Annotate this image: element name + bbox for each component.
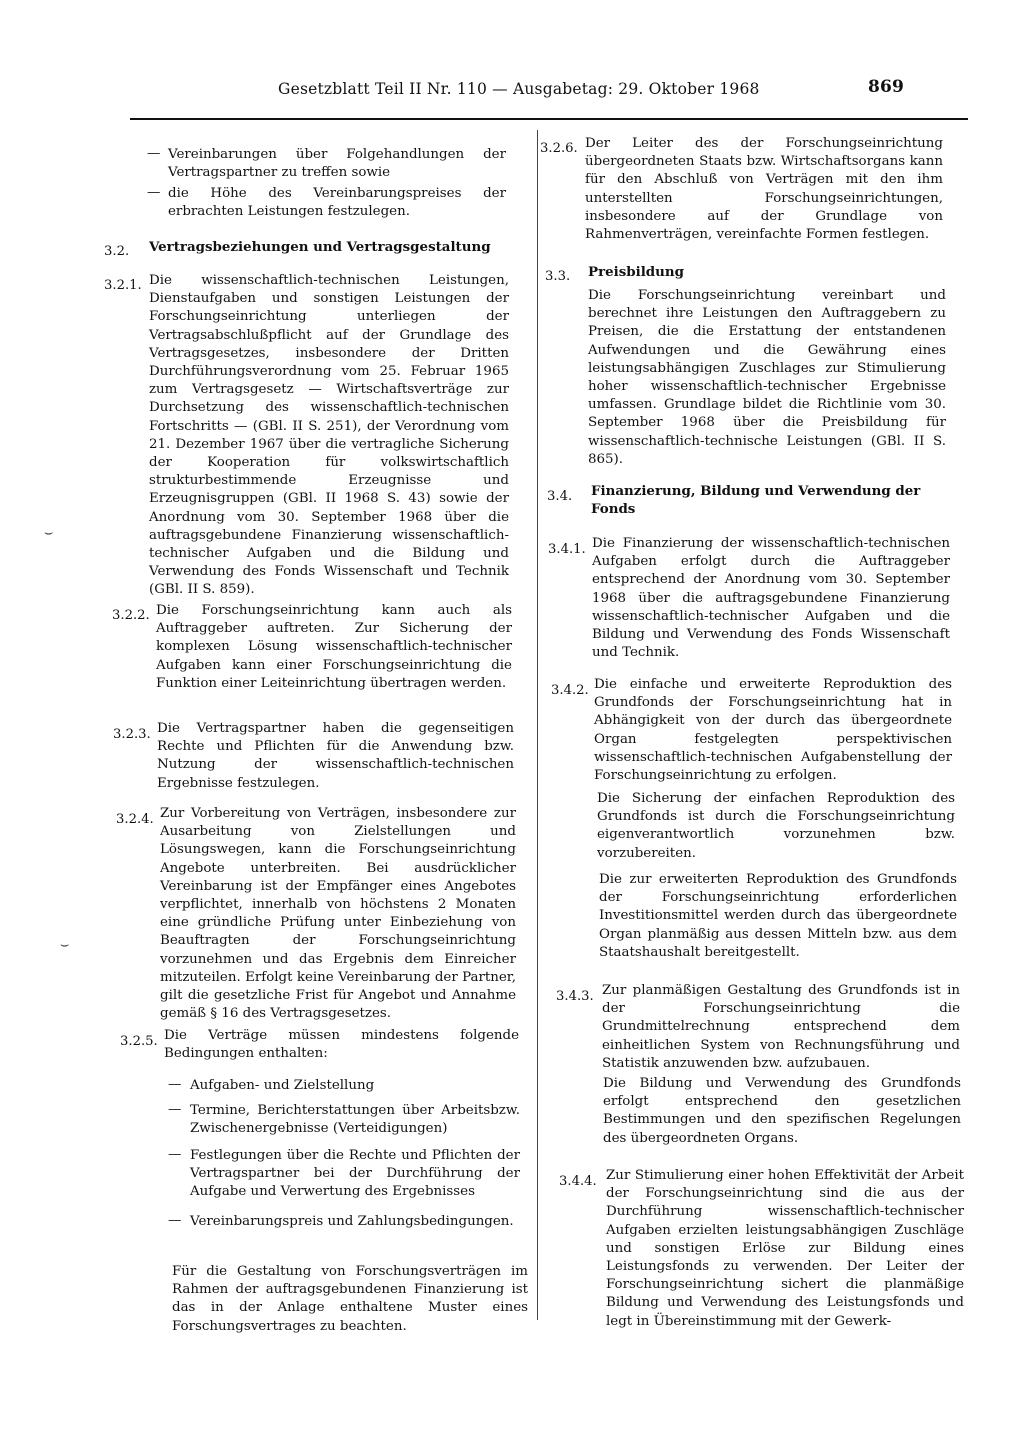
paragraph: Der Leiter des der Forschungseinrichtung übergeordneten Staats bzw. Wirtschaftsorgans kann für den Abschluß von Verträgen mit den ihm unterstellten Forschungseinrichtungen, insbesondere auf der Grundlage von Rahmenverträgen, vereinfachte Formen festlegen. — [585, 136, 943, 243]
paragraph: Für die Gestaltung von Forschungsverträgen im Rahmen der auftragsgebundenen Finanzierung ist das in der Anlage enthaltene Muster eines Forschungsvertrages zu beachten. — [172, 1264, 528, 1334]
margin-mark-icon: ⌣ — [60, 937, 70, 953]
condition-text: Festlegungen über die Rechte und Pflichten der Vertragspartner bei der Durchführung der Aufgabe und Verwertung des Ergebnisses — [190, 1148, 520, 1200]
section-3-4-2-p2 — [597, 790, 955, 863]
section-3-2-5-intro — [164, 1027, 519, 1063]
dash-icon: — — [168, 1077, 182, 1092]
section-number: 3.2.6. — [540, 141, 578, 156]
paragraph: Die Forschungseinrichtung kann auch als Auftraggeber auftreten. Zur Sicherung der komplexen Lösung wissenschaftlich-technischer Aufgaben kann einer Forschungseinrichtung die Funktion einer Leiteinrichtung übertragen werden. — [156, 603, 512, 691]
section-number: 3.2.4. — [116, 812, 154, 827]
dash-icon: — — [168, 1102, 182, 1117]
section-3-4-3-p2 — [603, 1075, 961, 1148]
paragraph: Die Sicherung der einfachen Reproduktion des Grundfonds ist durch die Forschungseinrichtung eigenverantwortlich vorzunehmen bzw. vorzubereiten. — [597, 791, 955, 861]
paragraph: Die Forschungseinrichtung vereinbart und berechnet ihre Leistungen den Auftraggebern zu Preisen, die die Erstattung der entstandenen Aufwendungen und die Gewährung eines leistungsabhängigen Zuschlages zur Stimulierung hoher wissenschaftlich-technischer Ergebnisse umfassen. Grundlage bildet die Richtlinie vom 30. September 1968 über die Preisbildung für wissenschaftlich-technische Leistungen (GBl. II S. 865). — [588, 288, 946, 467]
paragraph: Zur Vorbereitung von Verträgen, insbesondere zur Ausarbeitung von Zielstellungen und Lösungswegen, kann die Forschungseinrichtung Angebote unterbreiten. Bei ausdrücklicher Vereinbarung ist der Empfänger eines Angebotes verpflichtet, innerhalb von höchstens 2 Monaten eine gründliche Prüfung unter Einbeziehung von Beauftragten der Forschungseinrichtung vorzunehmen und das Ergebnis dem Einreicher mitzuteilen. Erfolgt keine Vereinbarung der Partner, gilt die gesetzliche Frist für Angebot und Annahme gemäß § 16 des Vertragsgesetzes. — [160, 806, 516, 1022]
section-number: 3.4.4. — [559, 1174, 597, 1189]
condition-item — [190, 1147, 520, 1202]
section-number: 3.4. — [547, 489, 573, 504]
condition-item — [190, 1102, 520, 1138]
section-number: 3.2.1. — [104, 278, 142, 293]
section-number: 3.2.2. — [112, 608, 150, 623]
section-3-4-4 — [606, 1167, 964, 1331]
section-number: 3.2.3. — [113, 727, 151, 742]
intro-item-2 — [168, 185, 506, 221]
condition-text: Aufgaben- und Zielstellung — [190, 1078, 375, 1093]
section-3-2-4 — [160, 805, 516, 1023]
column-divider — [537, 130, 538, 1320]
section-3-4-2 — [594, 676, 952, 785]
dash-icon: — — [147, 146, 161, 161]
paragraph: Die Finanzierung der wissenschaftlich-technischen Aufgaben erfolgt durch die Auftraggeber entsprechend der Anordnung vom 30. September 1968 über die auftragsgebundene Finanzierung wissenschaftlich-technischer Aufgaben und die Bildung und Verwendung des Fonds Wissenschaft und Technik. — [592, 536, 950, 661]
section-number: 3.3. — [545, 269, 571, 284]
paragraph: Die einfache und erweiterte Reproduktion des Grundfonds der Forschungseinrichtung hat in Abhängigkeit von der durch das übergeordnete Organ festgelegten perspektivischen wissenschaftlich-technischen Aufgabenstellung der Forschungseinrichtung zu erfolgen. — [594, 677, 952, 784]
paragraph: Die Vertragspartner haben die gegenseitigen Rechte und Pflichten für die Anwendung bzw. Nutzung der wissenschaftlich-technischen Ergebnisse festzulegen. — [157, 721, 514, 791]
section-3-2-6 — [585, 135, 943, 244]
dash-icon: — — [168, 1147, 182, 1162]
margin-mark-icon: ⌣ — [44, 525, 54, 541]
section-3-4-1 — [592, 535, 950, 662]
section-number: 3.4.3. — [556, 989, 594, 1004]
section-heading: Preisbildung — [588, 264, 685, 280]
paragraph: Zur Stimulierung einer hohen Effektivität der Arbeit der Forschungseinrichtung sind die aus der Durchführung wissenschaftlich-technischer Aufgaben erzielten leistungsabhängigen Zuschläge und sonstigen Erlöse zur Bildung eines Leistungsfonds zu verwenden. Der Leiter der Forschungseinrichtung sichert die planmäßige Bildung und Verwendung des Leistungsfonds und legt in Übereinstimmung mit der Gewerk- — [606, 1168, 964, 1329]
section-3-4-2-p3 — [599, 871, 957, 962]
section-number: 3.2.5. — [120, 1034, 158, 1049]
section-heading: Vertragsbeziehungen und Vertragsgestaltung — [149, 239, 491, 255]
paragraph: Die Verträge müssen mindestens folgende Bedingungen enthalten: — [164, 1028, 519, 1062]
section-3-2-5-closing — [172, 1263, 528, 1336]
paragraph: Die zur erweiterten Reproduktion des Grundfonds der Forschungseinrichtung erforderlichen Investitionsmittel werden durch das übergeordnete Organ planmäßig aus dessen Mitteln bzw. aus dem Staatshaushalt bereitgestellt. — [599, 872, 957, 960]
page-number: 869 — [868, 77, 905, 97]
dash-icon: — — [168, 1213, 182, 1228]
paragraph: Zur planmäßigen Gestaltung des Grundfonds ist in der Forschungseinrichtung die Grundmittelrechnung entsprechend dem einheitlichen System von Rechnungsführung und Statistik anzuwenden bzw. aufzubauen. — [602, 983, 960, 1071]
condition-text: Termine, Berichterstattungen über Arbeitsbzw. Zwischenergebnisse (Verteidigungen) — [190, 1103, 520, 1137]
section-number: 3.2. — [104, 244, 130, 259]
header-rule — [130, 118, 968, 120]
page-header — [278, 77, 978, 104]
section-number: 3.4.1. — [548, 542, 586, 557]
section-3-3 — [588, 287, 946, 469]
intro-item-text: Vereinbarungen über Folgehandlungen der Vertragspartner zu treffen sowie — [168, 147, 506, 181]
paragraph: Die Bildung und Verwendung des Grundfonds erfolgt entsprechend den gesetzlichen Bestimmungen und den spezifischen Regelungen des übergeordneten Organs. — [603, 1076, 961, 1146]
section-3-2-2 — [156, 602, 512, 693]
section-3-2-3 — [157, 720, 514, 793]
condition-item — [190, 1213, 520, 1231]
header-title: Gesetzblatt Teil II Nr. 110 — Ausgabetag: 29. Oktober 1968 — [278, 80, 760, 98]
section-number: 3.4.2. — [551, 683, 589, 698]
paragraph: Die wissenschaftlich-technischen Leistungen, Dienstaufgaben und sonstigen Leistungen der Forschungseinrichtung unterliegen der Vertragsabschlußpflicht auf der Grundlage des Vertragsgesetzes, insbesondere der Dritten Durchführungsverordnung vom 25. Februar 1965 zum Vertragsgesetz — Wirtschaftsverträge zur Durchsetzung des wissenschaftlich-technischen Fortschritts — (GBl. II S. 251), der Verordnung vom 21. Dezember 1967 über die vertragliche Sicherung der Kooperation für volkswirtschaftlich strukturbestimmende Erzeugnisse und Erzeugnisgruppen (GBl. II 1968 S. 43) sowie der Anordnung vom 30. September 1968 über die auftragsgebundene Finanzierung wissenschaftlich-technischer Aufgaben und die Bildung und Verwendung des Fonds Wissenschaft und Technik (GBl. II S. 859). — [149, 273, 509, 598]
section-heading: Finanzierung, Bildung und Verwendung der Fonds — [591, 483, 921, 518]
section-3-4-3 — [602, 982, 960, 1073]
intro-item-text: die Höhe des Vereinbarungspreises der erbrachten Leistungen festzulegen. — [168, 186, 506, 220]
condition-item — [190, 1077, 520, 1095]
dash-icon: — — [147, 185, 161, 200]
intro-item-1 — [168, 146, 506, 182]
condition-text: Vereinbarungspreis und Zahlungsbedingungen. — [190, 1214, 514, 1229]
section-3-2-1 — [149, 272, 509, 600]
